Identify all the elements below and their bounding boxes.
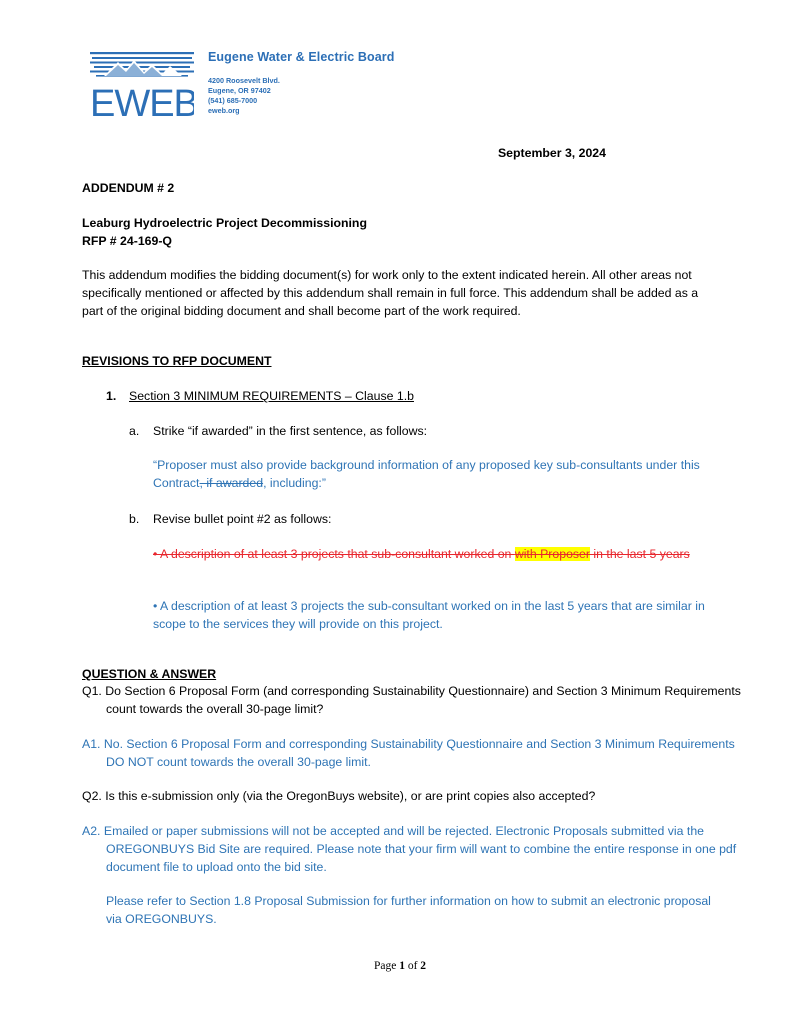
revision-item-1 [106, 387, 414, 405]
intro-paragraph: This addendum modifies the bidding document(s) for work only to the extent indicated herein. All other areas not specifically mentioned or affected by this addendum shall remain in full force. This addendum shall be added as a part of the original bidding document and shall become part of the work required. [82, 268, 699, 318]
item-title: Section 3 MINIMUM REQUIREMENTS – Clause 1.b [129, 389, 414, 403]
old-bullet-part2: in the last 5 years [590, 547, 690, 561]
page-current: 1 [399, 960, 405, 972]
address-phone: (541) 685-7000 [208, 96, 258, 105]
quote-before: “Proposer must also provide background information of any proposed key sub-consultants under this Contract [153, 458, 700, 490]
sub-item-b-text: Revise bullet point #2 as follows: [153, 512, 332, 526]
address-city: Eugene, OR 97402 [208, 86, 271, 95]
answer-1: A1. No. Section 6 Proposal Form and corresponding Sustainability Questionnaire and Section 3 Minimum Requirements DO NOT count towards the overall 30-page limit. [82, 737, 735, 769]
rfp-number: RFP # 24-169-Q [82, 234, 172, 248]
revisions-heading: REVISIONS TO RFP DOCUMENT [82, 354, 272, 368]
quote-after: , including:” [263, 476, 326, 490]
org-name: Eugene Water & Electric Board [208, 50, 395, 64]
sub-item-a-letter: a. [129, 424, 140, 438]
page-total: 2 [420, 960, 427, 972]
old-bullet-highlight: with Proposer [514, 547, 590, 561]
qa-heading: QUESTION & ANSWER [82, 667, 217, 681]
logo-wordmark: EWEB [90, 83, 194, 118]
address-website: eweb.org [208, 106, 240, 115]
question-2: Q2. Is this e-submission only (via the OregonBuys website), or are print copies also accepted? [82, 789, 596, 803]
old-bullet-struck [153, 545, 723, 563]
addendum-title: ADDENDUM # 2 [82, 181, 175, 195]
of-word: of [407, 960, 418, 972]
new-bullet: • A description of at least 3 projects the sub-consultant worked on in the last 5 years that are similar in scope to the services they will provide on this project. [153, 599, 705, 631]
eweb-logo [90, 52, 194, 118]
item-number: 1. [106, 389, 117, 403]
question-1: Q1. Do Section 6 Proposal Form (and corresponding Sustainability Questionnaire) and Section 3 Minimum Requirements count towards the overall 30-page limit? [82, 684, 741, 716]
sub-item-a-text: Strike “if awarded” in the first sentence, as follows: [153, 424, 428, 438]
answer-2: A2. Emailed or paper submissions will not be accepted and will be rejected. Electronic Proposals submitted via the OREGONBUYS Bid Site are required. Please note that your firm will want to combine the entire response in one pdf document file to upload onto the bid site. [82, 824, 737, 874]
quote-struck-text: , if awarded [199, 476, 264, 490]
page-footer [0, 960, 800, 972]
project-title: Leaburg Hydroelectric Project Decommissioning [82, 216, 367, 230]
sub-item-b-letter: b. [129, 512, 140, 526]
old-bullet-part1: • A description of at least 3 projects that sub-consultant worked on [153, 547, 515, 561]
page-word: Page [373, 960, 397, 972]
revised-quote [153, 456, 713, 492]
address-street: 4200 Roosevelt Blvd. [208, 76, 280, 85]
document-date: September 3, 2024 [497, 146, 606, 160]
answer-2-followup: Please refer to Section 1.8 Proposal Submission for further information on how to submit an electronic proposal via OREGONBUYS. [106, 894, 711, 926]
